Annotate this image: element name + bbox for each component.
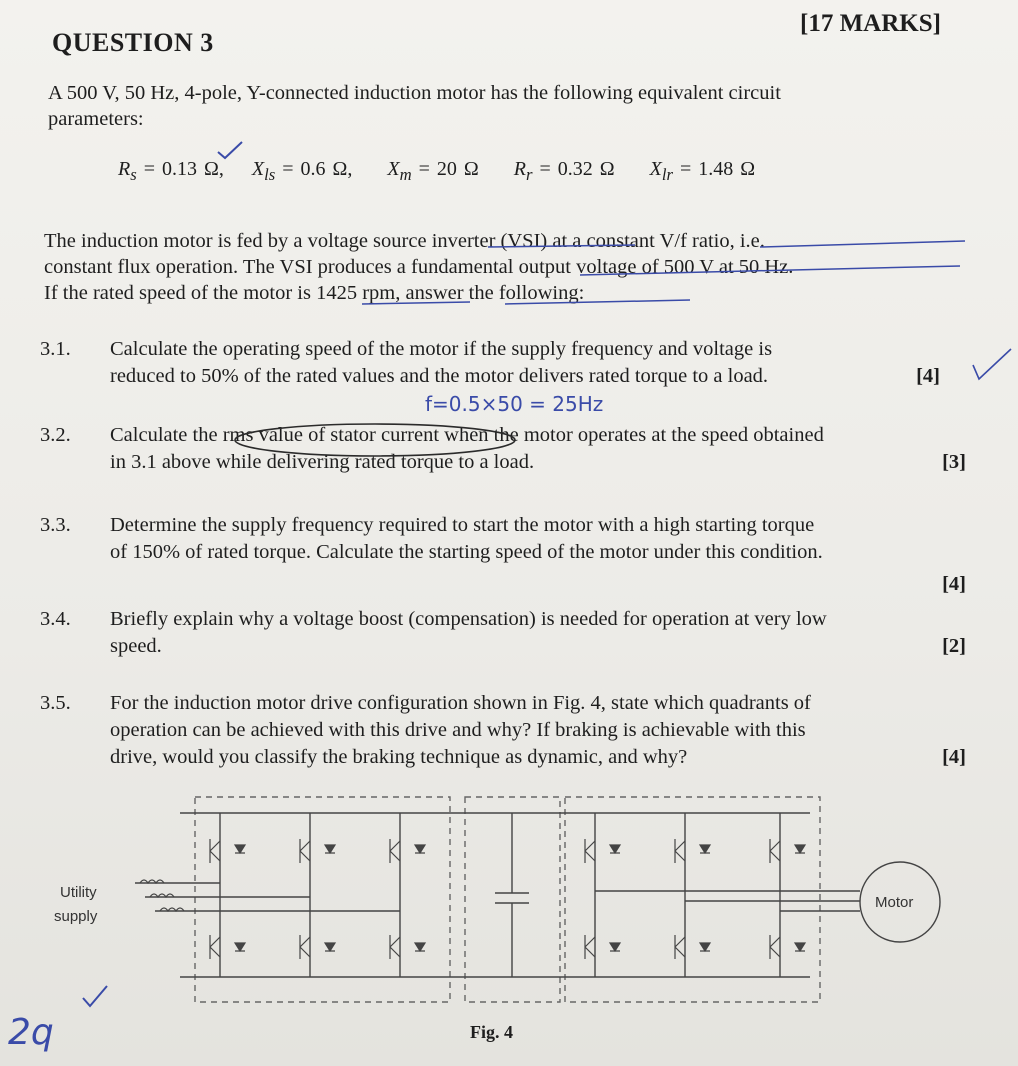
question-marks: [4] <box>942 746 966 768</box>
question-line-2: reduced to 50% of the rated values and the motor delivers rated torque to a load. <box>110 365 769 387</box>
question-marks: [3] <box>942 451 966 473</box>
utility-supply-label-2: supply <box>54 908 98 925</box>
vsi-line-2: constant flux operation. The VSI produces a fundamental output voltage of 500 V at 50 Hz. <box>44 256 794 278</box>
motor-label: Motor <box>875 894 914 911</box>
handwritten-score: 2q <box>8 1012 54 1053</box>
pen-circle-annotation <box>230 420 530 460</box>
figure-caption: Fig. 4 <box>470 1022 513 1042</box>
utility-supply-label-1: Utility <box>60 884 97 901</box>
question-line-2: of 150% of rated torque. Calculate the starting speed of the motor under this condition. <box>110 541 823 563</box>
question-line-2: in 3.1 above while delivering rated torque to a load. <box>110 451 535 473</box>
param-xls: $X_{ls} = 0.6$ Ω, <box>251 158 353 184</box>
question-number: 3.1. <box>40 338 71 360</box>
question-number: 3.5. <box>40 692 71 714</box>
question-line-1: Briefly explain why a voltage boost (compensation) is needed for operation at very low <box>110 608 827 630</box>
vsi-line-3: If the rated speed of the motor is 1425 rpm, answer the following: <box>44 282 585 304</box>
question-line-1: For the induction motor drive configuration shown in Fig. 4, state which quadrants of <box>110 692 811 714</box>
param-rr: $R_r = 0.32$ Ω <box>513 158 615 184</box>
question-marks: [4] <box>942 573 966 595</box>
question-number: 3.4. <box>40 608 71 630</box>
param-xlr: $X_{lr} = 1.48$ Ω <box>649 158 756 184</box>
question-number: 3.2. <box>40 424 71 446</box>
question-number: 3.3. <box>40 514 71 536</box>
check-mark-icon <box>80 982 110 1008</box>
question-line-1: Determine the supply frequency required to start the motor with a high starting torque <box>110 514 815 536</box>
question-title: QUESTION 3 <box>52 28 214 57</box>
check-mark-icon <box>965 345 1015 385</box>
question-marks: [4] <box>916 365 940 387</box>
handwritten-frequency-note: f=0.5×50 = 25Hz <box>425 392 604 416</box>
question-line-2: operation can be achieved with this drive and why? If braking is achievable with this <box>110 719 806 741</box>
question-line-1: Calculate the operating speed of the motor if the supply frequency and voltage is <box>110 338 773 360</box>
intro-line-1: A 500 V, 50 Hz, 4-pole, Y-connected induction motor has the following equivalent circuit <box>48 82 781 104</box>
intro-line-2: parameters: <box>48 108 144 130</box>
param-rs: $R_s = 0.13$ Ω, <box>118 158 224 184</box>
param-xm: $X_m = 20$ Ω <box>387 158 479 184</box>
question-marks: [2] <box>942 635 966 657</box>
question-line-1: Calculate the rms value of stator current when the motor operates at the speed obtained <box>110 424 824 446</box>
total-marks: [17 MARKS] <box>800 10 941 37</box>
vsi-line-1: The induction motor is fed by a voltage source inverter (VSI) at a constant V/f ratio, i.e. <box>44 230 765 252</box>
pen-underlines <box>0 0 1018 330</box>
drive-circuit-figure <box>40 785 980 1020</box>
question-line-3: drive, would you classify the braking technique as dynamic, and why? <box>110 746 688 768</box>
question-line-2: speed. <box>110 635 162 657</box>
